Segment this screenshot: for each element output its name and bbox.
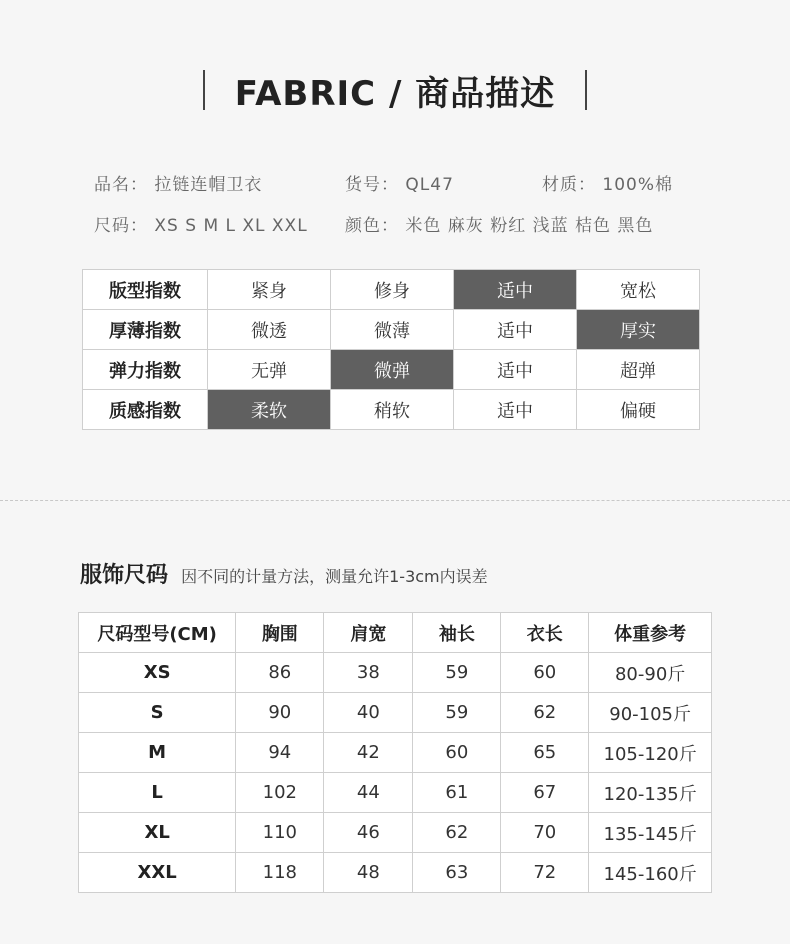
index-option: 适中 [454,350,577,390]
size-value-cell: 42 [324,733,413,773]
size-value-cell: 70 [501,813,589,853]
index-option-selected: 适中 [454,270,577,310]
index-option: 适中 [454,310,577,350]
table-row [79,693,712,733]
size-label-cell: L [79,773,236,813]
size-value-cell: 48 [324,853,413,893]
size-section-header [80,558,488,589]
size-column-header: 胸围 [236,613,324,653]
size-label-cell: S [79,693,236,733]
index-row [83,270,700,310]
table-row [79,853,712,893]
index-option: 微透 [208,310,331,350]
size-value-cell: 62 [501,693,589,733]
size-section-title: 服饰尺码 [80,563,169,588]
index-option: 无弹 [208,350,331,390]
size-value-cell: 61 [413,773,501,813]
size-value-cell: 63 [413,853,501,893]
table-row [79,653,712,693]
index-row-label: 质感指数 [83,390,208,430]
index-option: 适中 [454,390,577,430]
index-row [83,390,700,430]
size-value-cell: 59 [413,693,501,733]
section-header [0,68,790,112]
size-column-header: 袖长 [413,613,501,653]
size-value-cell: 94 [236,733,324,773]
size-value-cell: 40 [324,693,413,733]
size-value-cell: 60 [413,733,501,773]
size-value-cell: 65 [501,733,589,773]
index-row-label: 版型指数 [83,270,208,310]
size-value-cell: 90 [236,693,324,733]
product-colors: 颜色： 米色 麻灰 粉红 浅蓝 桔色 黑色 [345,216,654,236]
size-value-cell: 90-105斤 [589,693,712,733]
index-option: 偏硬 [577,390,700,430]
size-label-cell: M [79,733,236,773]
size-value-cell: 80-90斤 [589,653,712,693]
size-value-cell: 120-135斤 [589,773,712,813]
size-label-cell: XL [79,813,236,853]
index-option-selected: 厚实 [577,310,700,350]
size-label-cell: XXL [79,853,236,893]
product-code: 货号： QL47 [345,175,454,195]
section-divider [0,500,790,501]
index-row [83,350,700,390]
size-value-cell: 118 [236,853,324,893]
size-section-note: 因不同的计量方法，测量允许1-3cm内误差 [181,567,488,586]
size-value-cell: 135-145斤 [589,813,712,853]
size-column-header: 尺码型号(CM) [79,613,236,653]
size-column-header: 衣长 [501,613,589,653]
index-option: 稍软 [331,390,454,430]
product-sizes: 尺码： XS S M L XL XXL [94,216,308,236]
size-value-cell: 86 [236,653,324,693]
index-row-label: 厚薄指数 [83,310,208,350]
size-value-cell: 72 [501,853,589,893]
size-value-cell: 110 [236,813,324,853]
index-row-label: 弹力指数 [83,350,208,390]
index-option: 修身 [331,270,454,310]
table-row [79,813,712,853]
index-option: 微薄 [331,310,454,350]
size-value-cell: 46 [324,813,413,853]
index-row [83,310,700,350]
index-option: 宽松 [577,270,700,310]
size-value-cell: 145-160斤 [589,853,712,893]
size-value-cell: 102 [236,773,324,813]
size-value-cell: 60 [501,653,589,693]
size-value-cell: 38 [324,653,413,693]
table-row [79,773,712,813]
title-left-bar [203,70,205,110]
size-value-cell: 62 [413,813,501,853]
page-title: FABRIC / 商品描述 [234,73,556,114]
size-label-cell: XS [79,653,236,693]
product-name: 品名： 拉链连帽卫衣 [94,175,263,195]
size-chart-table [78,612,712,893]
size-value-cell: 67 [501,773,589,813]
title-right-bar [585,70,587,110]
index-option: 超弹 [577,350,700,390]
size-value-cell: 59 [413,653,501,693]
size-value-cell: 44 [324,773,413,813]
table-row [79,733,712,773]
size-value-cell: 105-120斤 [589,733,712,773]
fabric-index-table [82,269,700,430]
index-option-selected: 微弹 [331,350,454,390]
index-option: 紧身 [208,270,331,310]
size-column-header: 肩宽 [324,613,413,653]
index-option-selected: 柔软 [208,390,331,430]
size-column-header: 体重参考 [589,613,712,653]
product-material: 材质： 100%棉 [542,175,674,195]
